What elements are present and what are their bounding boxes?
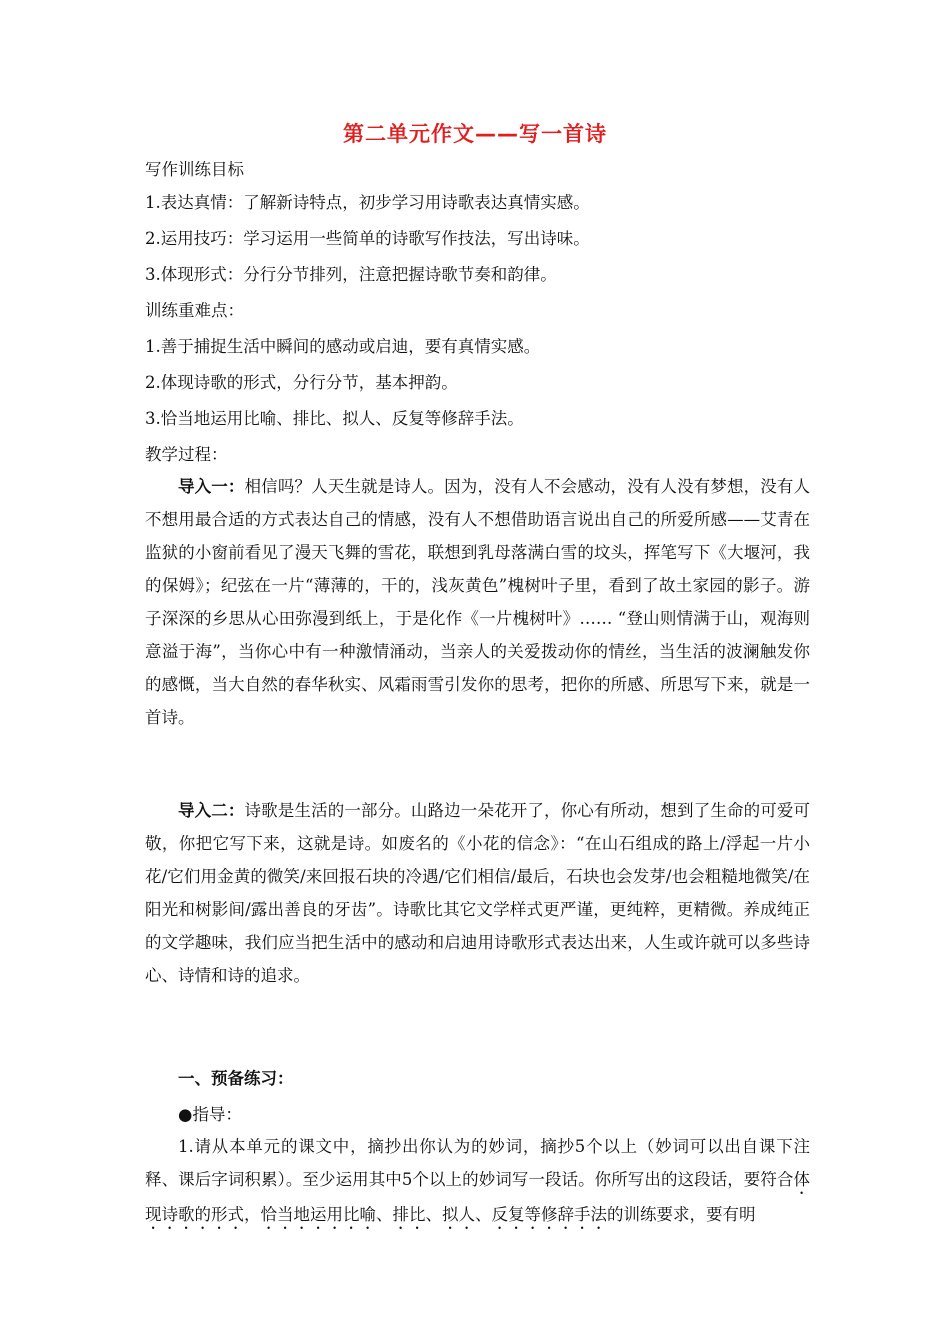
exercise-item-1 [145, 1130, 810, 1233]
difficulties-heading: 训练重难点： [145, 301, 244, 320]
intro-paragraph-1 [145, 470, 810, 734]
page-title: 第二单元作文——写一首诗 [343, 122, 607, 146]
exercise-item-1-emphasis: 体现诗歌的形式，恰当地运用比喻、排比、拟人、反复等修辞手法 [145, 1170, 810, 1224]
intro1-label: 导入一： [178, 477, 245, 496]
goals-heading: 写作训练目标 [145, 160, 244, 179]
process-heading: 教学过程： [145, 445, 228, 464]
intro1-text: 相信吗？人天生就是诗人。因为，没有人不会感动，没有人没有梦想，没有人不想用最合适的方式表达自己的情感，没有人不想借助语言说出自己的所爱所感——艾青在监狱的小窗前看见了漫天飞舞的雪花，联想到乳母落满白雪的坟头，挥笔写下《大堰河，我的保姆》；纪弦在一片“薄薄的，干的，浅灰黄色”槐树叶子里，看到了故土家园的影子。游子深深的乡思从心田弥漫到纸上，于是化作《一片槐树叶》…… “登山则情满于山，观海则意溢于海”，当你心中有一种激情涌动，当亲人的关爱拨动你的情丝，当生活的波澜触发你的感慨，当大自然的春华秋实、风霜雨雪引发你的思考，把你的所感、所思写下来，就是一首诗。 [145, 477, 811, 727]
intro2-label: 导入二： [178, 801, 245, 820]
section1-guide: ●指导： [178, 1105, 242, 1124]
intro2-text: 诗歌是生活的一部分。山路边一朵花开了，你心有所动，想到了生命的可爱可敬，你把它写下来，这就是诗。如废名的《小花的信念》：“在山石组成的路上/浮起一片小花/它们用金黄的微笑/来回报石块的冷遇/它们相信/最后，石块也会发芽/也会粗糙地微笑/在阳光和树影间/露出善良的牙齿”。诗歌比其它文学样式更严谨，更纯粹，更精微。养成纯正的文学趣味，我们应当把生活中的感动和启迪用诗歌形式表达出来，人生或许就可以多些诗心、诗情和诗的追求。 [145, 801, 811, 985]
goal-item-1: 1.表达真情：了解新诗特点，初步学习用诗歌表达真情实感。 [145, 193, 590, 212]
goal-item-3: 3.体现形式：分行分节排列，注意把握诗歌节奏和韵律。 [145, 265, 557, 284]
exercise-item-1-text-a: 1.请从本单元的课文中，摘抄出你认为的妙词，摘抄5个以上（妙词可以出自课下注释、课后字词积累）。至少运用其中5个以上的妙词写一段话。你所写出的这段话，要符合 [145, 1137, 810, 1189]
difficulty-item-1: 1.善于捕捉生活中瞬间的感动或启迪，要有真情实感。 [145, 337, 541, 356]
section1-heading: 一、预备练习： [178, 1069, 294, 1088]
exercise-item-1-text-c: 的训练要求，要有明 [607, 1205, 756, 1224]
intro-paragraph-2 [145, 794, 810, 992]
difficulty-item-2: 2.体现诗歌的形式，分行分节，基本押韵。 [145, 373, 458, 392]
difficulty-item-3: 3.恰当地运用比喻、排比、拟人、反复等修辞手法。 [145, 409, 524, 428]
goal-item-2: 2.运用技巧：学习运用一些简单的诗歌写作技法，写出诗味。 [145, 229, 590, 248]
